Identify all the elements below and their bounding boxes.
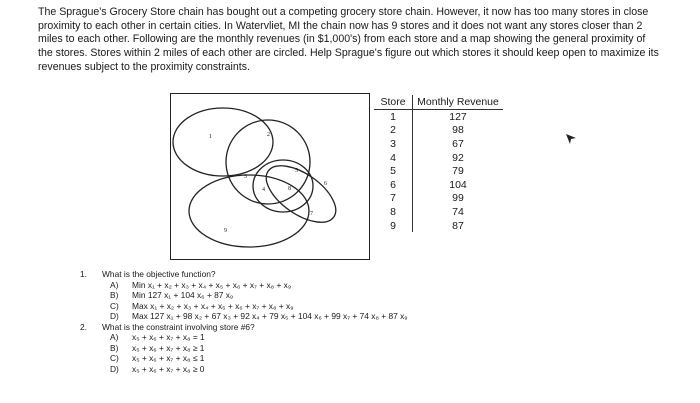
answer-option[interactable] [80,343,640,354]
option-text: x₅ + x₆ + x₇ + x₈ ≥ 0 [132,363,205,374]
table-row [374,205,503,219]
option-text: x₅ + x₆ + x₇ + x₈ ≥ 1 [132,342,205,353]
answer-option[interactable] [80,353,640,364]
store-label-7: 7 [310,211,313,217]
table-row [374,110,503,124]
revenue-cell: 79 [452,165,464,178]
header-monthly-revenue: Monthly Revenue [413,95,504,110]
option-text: x₅ + x₆ + x₇ + x₈ ≤ 1 [132,353,205,363]
store-label-9: 9 [224,228,227,234]
revenue-cell: 98 [452,124,464,137]
question-number: 1. [80,269,87,279]
revenue-cell: 127 [449,110,467,123]
option-text: Min x₁ + x₂ + x₃ + x₄ + x₅ + x₆ + x₇ + x₈ + x₉ [132,279,292,290]
store-cell: 9 [374,219,413,233]
store-label-3: 3 [244,174,247,180]
revenue-cell: 104 [449,178,467,191]
question-2 [80,322,640,333]
proximity-map-drawing [171,94,368,258]
mouse-pointer-icon [565,133,577,145]
option-letter: C) [110,353,119,363]
revenue-cell: 74 [452,205,464,218]
store-label-1: 1 [209,134,212,140]
option-text: x₅ + x₆ + x₇ + x₈ = 1 [132,332,205,342]
revenue-cell: 67 [452,137,464,150]
store-cell: 7 [374,192,413,206]
header-store: Store [374,95,413,110]
question-list [80,269,640,374]
table-row [374,137,503,151]
option-letter: D) [110,363,119,374]
answer-option[interactable] [80,290,640,301]
proximity-circle [253,160,313,212]
store-cell: 6 [374,178,413,192]
answer-option[interactable] [80,364,640,375]
question-text: What is the objective function? [102,269,216,279]
option-letter: B) [110,342,119,353]
store-cell: 4 [374,151,413,165]
option-letter: B) [110,290,119,300]
question-1 [80,269,640,280]
option-text: Min 127 x₁ + 104 x₆ + 87 x₉ [132,290,234,300]
revenue-cell: 87 [452,219,464,232]
revenue-cell: 92 [452,151,464,164]
answer-option[interactable] [80,280,640,291]
table-row [374,178,503,192]
answer-option[interactable] [80,301,640,312]
answer-option[interactable] [80,332,640,343]
revenue-cell: 99 [452,192,464,205]
store-label-4: 4 [262,187,265,193]
table-row [374,164,503,178]
store-cell: 1 [374,110,413,124]
store-label-8: 8 [288,186,291,192]
table-row [374,124,503,138]
problem-statement: The Sprague's Grocery Store chain has bought out a competing grocery store chain. However, it now has too many stores in close proximity to each other in certain cities. In Watervliet, MI the chain now has 9 stores and it does not want any stores closer than 2 miles to each other. Following are the monthly revenues (in $1,000's) from each store and a map showing the general proximity of the stores. Stores within 2 miles of each other are circled. Help Sprague's figure out which stores it should keep open to maximize its revenues subject to the proximity constraints. [38,6,659,73]
option-letter: A) [110,332,119,342]
question-text: What is the constraint involving store #6? [102,321,255,332]
option-letter: D) [110,311,119,321]
store-label-2: 2 [267,132,270,138]
store-proximity-map [170,93,370,260]
option-letter: A) [110,279,119,290]
store-label-5: 5 [295,168,298,174]
question-number: 2. [80,321,87,332]
store-cell: 5 [374,164,413,178]
store-cell: 8 [374,205,413,219]
proximity-circle [173,108,273,176]
option-text: Max 127 x₁ + 98 x₂ + 67 x₃ + 92 x₄ + 79 x₅ + 104 x₆ + 99 x₇ + 74 x₈ + 87 x₉ [132,311,408,321]
answer-option[interactable] [80,311,640,322]
option-text: Max x₁ + x₂ + x₃ + x₄ + x₅ + x₆ + x₇ + x₈ + x₉ [132,300,294,311]
store-cell: 3 [374,137,413,151]
table-row [374,192,503,206]
option-letter: C) [110,300,119,311]
store-cell: 2 [374,124,413,138]
table-row [374,219,503,233]
table-row [374,151,503,165]
store-revenue-table [374,95,503,232]
store-label-6: 6 [324,181,327,187]
proximity-circle [257,155,345,234]
